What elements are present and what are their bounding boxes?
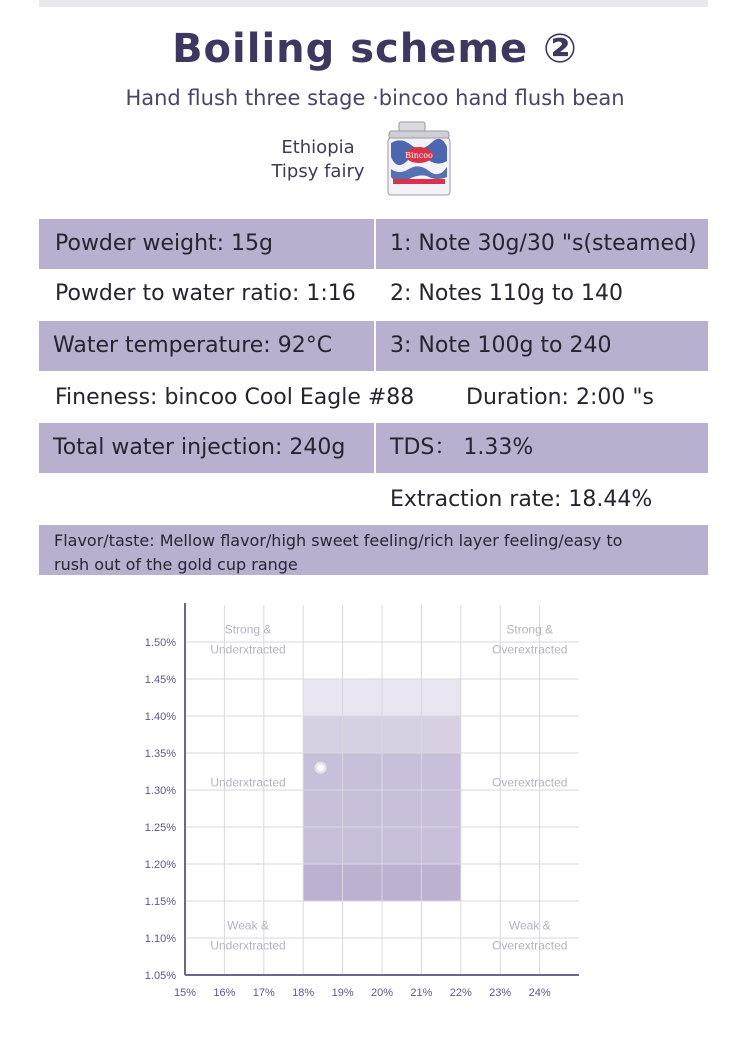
coffee-can-image [385, 121, 453, 197]
flavor-box [39, 525, 708, 575]
brew-duration: Duration: 2:00 "s [466, 385, 654, 410]
y-tick-label: 1.45% [144, 674, 176, 686]
total-water-injection: Total water injection: 240g [53, 435, 346, 460]
water-temperature: Water temperature: 92°C [53, 333, 333, 358]
y-tick-label: 1.30% [144, 785, 176, 797]
y-tick-label: 1.05% [144, 970, 176, 982]
x-tick-label: 21% [410, 987, 433, 999]
tds-value: TDS： 1.33% [390, 435, 534, 460]
powder-weight: Powder weight: 15g [55, 231, 274, 256]
column-divider [374, 423, 376, 473]
param-row-6 [39, 475, 708, 525]
zone-label: Overextracted [492, 642, 568, 657]
param-row-1 [39, 219, 708, 269]
zone-label: Strong & [224, 622, 272, 637]
x-tick-label: 23% [489, 987, 512, 999]
x-tick-label: 18% [292, 987, 315, 999]
y-tick-label: 1.50% [144, 637, 176, 649]
y-tick-label: 1.20% [144, 859, 176, 871]
brew-control-chart [0, 595, 750, 1015]
y-tick-label: 1.15% [144, 896, 176, 908]
can-brand-text: Bincoo [405, 151, 433, 160]
zone-label: Overextracted [492, 938, 568, 953]
page-title: Boiling scheme ② [172, 26, 578, 72]
zone-label: Underxtracted [210, 642, 286, 657]
x-tick-label: 20% [370, 987, 394, 999]
extraction-rate: Extraction rate: 18.44% [390, 487, 653, 512]
powder-water-ratio: Powder to water ratio: 1:16 [55, 281, 356, 306]
y-tick-label: 1.35% [144, 748, 176, 760]
param-row-4 [39, 373, 708, 423]
column-divider [374, 219, 376, 269]
zone-label: Strong & [506, 622, 554, 637]
top-divider-bar [39, 0, 708, 7]
zone-label: Overextracted [492, 775, 568, 790]
x-tick-label: 19% [331, 987, 354, 999]
x-tick-label: 16% [213, 987, 236, 999]
x-tick-label: 15% [173, 987, 197, 999]
param-row-5 [39, 423, 708, 473]
pour-note-3: 3: Note 100g to 240 [390, 333, 612, 358]
param-row-2 [39, 269, 708, 319]
x-tick-label: 22% [449, 987, 472, 999]
pour-note-2: 2: Notes 110g to 140 [390, 281, 623, 306]
flavor-text: Flavor/taste: Mellow flavor/high sweet feeling/rich layer feeling/easy to rush out of the gold cup range [54, 531, 623, 574]
brew-point [317, 764, 324, 771]
x-tick-label: 17% [252, 987, 275, 999]
zone-label: Underxtracted [210, 775, 286, 790]
grind-fineness: Fineness: bincoo Cool Eagle #88 [55, 385, 415, 410]
y-tick-label: 1.40% [144, 711, 176, 723]
zone-label: Weak & [227, 918, 269, 933]
param-row-3 [39, 321, 708, 371]
product-name [260, 136, 376, 184]
zone-label: Underxtracted [210, 938, 286, 953]
product-name-line2: Tipsy fairy [271, 161, 365, 182]
product-name-line1: Ethiopia [281, 137, 355, 158]
pour-note-1: 1: Note 30g/30 "s(steamed) [390, 231, 697, 256]
y-tick-label: 1.25% [144, 822, 176, 834]
y-tick-label: 1.10% [144, 933, 176, 945]
x-tick-label: 24% [528, 987, 551, 999]
column-divider [374, 321, 376, 371]
zone-label: Weak & [508, 918, 551, 933]
page-subtitle: Hand flush three stage ·bincoo hand flush bean [125, 86, 625, 110]
